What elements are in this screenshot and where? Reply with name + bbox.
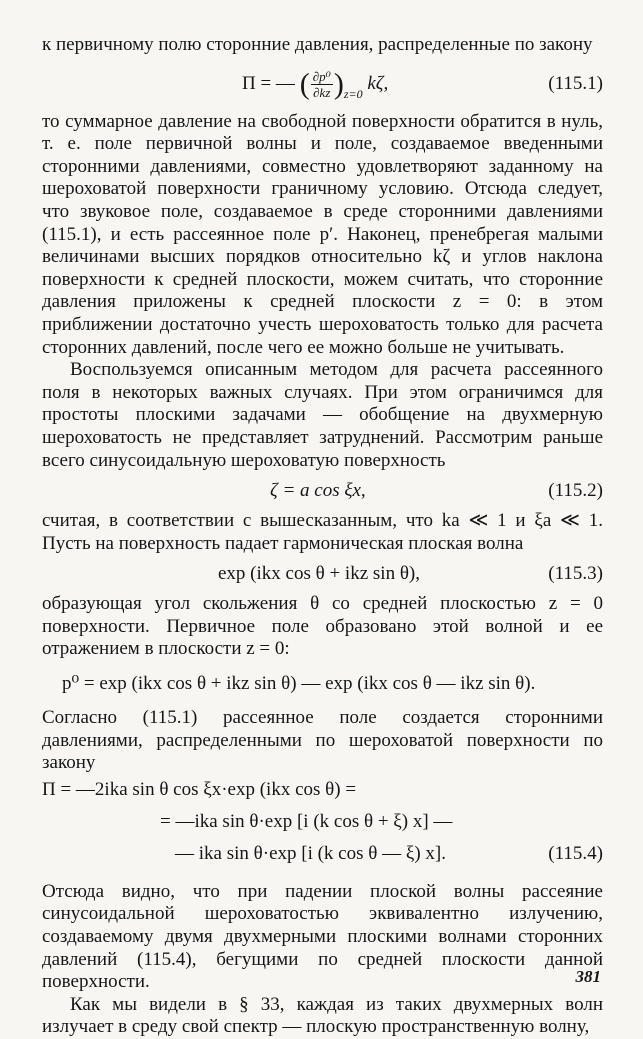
equation-p0: [42, 661, 603, 707]
page-number: 381: [575, 967, 601, 986]
equation-115-2: [42, 472, 603, 510]
paragraph-1: к первичному полю сторонние давления, распределенные по закону: [42, 34, 593, 55]
eq1-subscript: z=0: [343, 86, 363, 101]
paragraph-7: Отсюда видно, что при падении плоской волны рассеяние синусоидальной шероховатостью эквивалентно излучению, создаваемому двумя двухмерными плоскими волнами сторонних давлений (115.4), бегущими по средней плоскости данной поверхности.: [42, 880, 603, 993]
eq3-number: (115.3): [548, 563, 603, 585]
eq1-tail: kζ,: [367, 72, 389, 94]
paragraph-4: считая, в соответствии с вышесказанным, что ka ≪ 1 и ξa ≪ 1. Пусть на поверхность падает гармоническая плоская волна: [42, 510, 603, 554]
eq5-line-3: — ika sin θ·exp [i (k cos θ — ξ) x].: [175, 842, 446, 864]
eq1-number: (115.1): [548, 72, 603, 94]
eq4-body: p⁰ = exp (ikx cos θ + ikz sin θ) — exp (ikx cos θ — ikz sin θ).: [62, 673, 536, 695]
equation-115-4: [42, 775, 603, 875]
eq1-lhs: Π = —: [242, 72, 295, 94]
paragraph-5: образующая угол скольжения θ со средней плоскостью z = 0 поверхности. Первичное поле образовано этой волной и ее отражением в плоскости z = 0:: [42, 593, 603, 660]
eq1-numerator: ∂p⁰: [312, 68, 331, 84]
eq5-number: (115.4): [548, 842, 603, 864]
eq2-number: (115.2): [548, 480, 603, 502]
eq5-line-2: = —ika sin θ·exp [i (k cos θ + ξ) x] —: [160, 810, 453, 832]
paragraph-3: Воспользуемся описанным методом для расчета рассеянного поля в некоторых важных случаях. При этом ограничимся для простоты плоскими задачами — обобщение на двухмерную шероховатость не представляет затруднений. Рассмотрим раньше всего синусоидальную шероховатую поверхность: [42, 359, 603, 471]
eq5-line-1: Π = —2ika sin θ cos ξx·exp (ikx cos θ) =: [42, 778, 357, 800]
eq1-denominator: ∂kz: [313, 84, 331, 100]
equation-115-3: [42, 555, 603, 593]
paragraph-6: Согласно (115.1) рассеянное поле создается сторонними давлениями, распределенными по шероховатой поверхности по закону: [42, 707, 603, 774]
equation-115-1: Π = — ( $\frac{\text{∂p⁰}}{\partial kz}$ )$_{z=0}$ kζ, (115.1): [42, 57, 603, 111]
paragraph-2: то суммарное давление на свободной поверхности обратится в нуль, т. е. поле первичной волны и поле, создаваемое введенными сторонними давлениями, совместно удовлетворяют заданному на шероховатой поверхности граничному условию. Отсюда следует, что звуковое поле, создаваемое в среде сторонними давлениями (115.1), и есть рассеянное поле p′. Наконец, пренебрегая малыми величинами высших порядков относительно kζ и углов наклона поверхности к средней плоскости, можем считать, что сторонние давления приложены к средней плоскости z = 0: в этом приближении достаточно учесть шероховатость только для расчета сторонних давлений, после чего ее можно больше не учитывать.: [42, 110, 603, 358]
eq2-body: ζ = a cos ξx,: [270, 480, 366, 502]
paragraph-8: Как мы видели в § 33, каждая из таких двухмерных волн излучает в среду свой спектр — плоскую пространственную волну,: [42, 993, 603, 1038]
eq3-body: exp (ikx cos θ + ikz sin θ),: [218, 563, 420, 585]
